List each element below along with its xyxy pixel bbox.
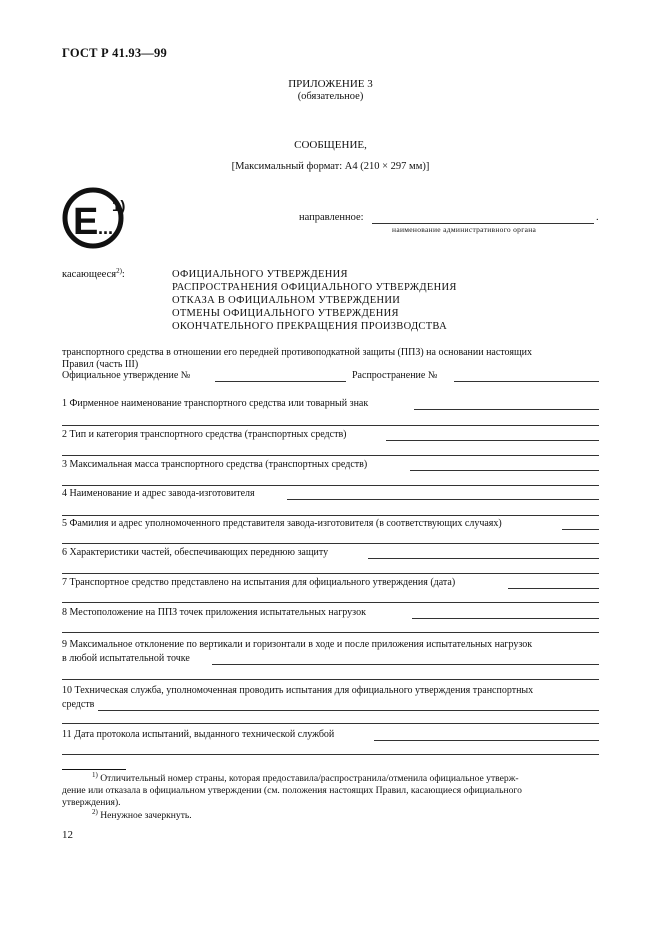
option-discontinued: ОКОНЧАТЕЛЬНОГО ПРЕКРАЩЕНИЯ ПРОИЗВОДСТВА [172, 321, 447, 332]
item-1-field-continuation[interactable] [62, 425, 599, 426]
item-1-field[interactable] [414, 409, 599, 410]
emblem-superscript: 1) [112, 198, 126, 215]
item-11-field-continuation[interactable] [62, 754, 599, 755]
addressed-end-dot: . [596, 212, 599, 223]
item-2-label: 2 Тип и категория транспортного средства (транспортных средств) [62, 429, 347, 440]
item-7-label: 7 Транспортное средство представлено на испытания для официального утверждения (дата) [62, 577, 456, 588]
item-6-field[interactable] [368, 558, 599, 559]
item-10-field[interactable] [98, 710, 599, 711]
addressed-label: направленное: [299, 212, 364, 223]
circle-e-mark-icon [62, 187, 140, 249]
format-note: [Максимальный формат: А4 (210 × 297 мм)] [231, 161, 430, 172]
option-refusal: ОТКАЗА В ОФИЦИАЛЬНОМ УТВЕРЖДЕНИИ [172, 295, 401, 306]
item-8-field[interactable] [412, 618, 599, 619]
item-11-label: 11 Дата протокола испытаний, выданного технической службой [62, 729, 335, 740]
footnote-2: $^{2)}$ Ненужное зачеркнуть. [92, 808, 192, 821]
option-approval: ОФИЦИАЛЬНОГО УТВЕРЖДЕНИЯ [172, 269, 348, 280]
intro-line-2: Правил (часть III) [62, 359, 139, 370]
message-title: СООБЩЕНИЕ, [294, 139, 367, 151]
footnote-1-line-2: дение или отказала в официальном утверждении (см. положения настоящих Правил, касающиеся официального [62, 785, 522, 796]
addressed-field-line[interactable] [372, 223, 594, 224]
option-extension: РАСПРОСТРАНЕНИЯ ОФИЦИАЛЬНОГО УТВЕРЖДЕНИЯ [172, 282, 457, 293]
item-2-field-continuation[interactable] [62, 455, 599, 456]
document-code: ГОСТ Р 41.93—99 [62, 46, 167, 60]
footnote-1-line-1: $^{1)}$ Отличительный номер страны, которая предоставила/распространила/отменила официальное утверж- [92, 771, 519, 784]
item-4-field[interactable] [287, 499, 599, 500]
item-4-label: 4 Наименование и адрес завода-изготовителя [62, 488, 255, 499]
item-4-field-continuation[interactable] [62, 515, 599, 516]
item-9-field[interactable] [212, 664, 599, 665]
approval-mark-emblem [62, 187, 140, 249]
item-5-field-continuation[interactable] [62, 543, 599, 544]
item-6-field-continuation[interactable] [62, 573, 599, 574]
item-6-label: 6 Характеристики частей, обеспечивающих переднюю защиту [62, 547, 329, 558]
approval-number-label: Официальное утверждение № [62, 370, 191, 381]
extension-number-label: Распространение № [352, 370, 438, 381]
page-number: 12 [62, 829, 73, 841]
annex-title: ПРИЛОЖЕНИЕ 3 [288, 78, 373, 90]
addressed-caption: наименование административного органа [392, 225, 537, 234]
footnote-separator [62, 769, 126, 770]
footnote-1-mark: 1) [92, 771, 98, 779]
item-9-label: 9 Максимальное отклонение по вертикали и горизонтали в ходе и после приложения испытательных нагрузок [62, 639, 533, 650]
footnote-ref-2: 2) [116, 267, 122, 275]
item-8-label: 8 Местоположение на ППЗ точек приложения испытательных нагрузок [62, 607, 366, 618]
item-11-field[interactable] [374, 740, 599, 741]
annex-subtitle: (обязательное) [297, 91, 364, 102]
emblem-dots: ... [98, 218, 114, 238]
item-3-field-continuation[interactable] [62, 485, 599, 486]
item-1-label: 1 Фирменное наименование транспортного средства или товарный знак [62, 398, 369, 409]
footnote-2-mark: 2) [92, 808, 98, 816]
item-7-field-continuation[interactable] [62, 602, 599, 603]
item-9-label-cont: в любой испытательной точке [62, 653, 190, 664]
item-3-label: 3 Максимальная масса транспортного средства (транспортных средств) [62, 459, 368, 470]
item-9-field-continuation[interactable] [62, 679, 599, 680]
intro-line-1: транспортного средства в отношении его передней противоподкатной защиты (ППЗ) на основании настоящих [62, 347, 532, 358]
item-10-field-continuation[interactable] [62, 723, 599, 724]
approval-number-field[interactable] [215, 381, 346, 382]
emblem-letter: E [73, 201, 99, 243]
item-8-field-continuation[interactable] [62, 632, 599, 633]
option-withdrawal: ОТМЕНЫ ОФИЦИАЛЬНОГО УТВЕРЖДЕНИЯ [172, 308, 399, 319]
item-7-field[interactable] [508, 588, 599, 589]
extension-number-field[interactable] [454, 381, 599, 382]
item-5-label: 5 Фамилия и адрес уполномоченного представителя завода-изготовителя (в соответствующих случаях) [62, 518, 502, 529]
item-10-label-cont: средств [62, 699, 95, 710]
item-3-field[interactable] [410, 470, 599, 471]
item-5-field[interactable] [562, 529, 599, 530]
item-10-label: 10 Техническая служба, уполномоченная проводить испытания для официального утверждения транспортных [62, 685, 534, 696]
concerning-label: касающееся$^{2)}$: [62, 267, 125, 280]
footnote-1-line-3: утверждения). [62, 797, 121, 808]
item-2-field[interactable] [386, 440, 599, 441]
